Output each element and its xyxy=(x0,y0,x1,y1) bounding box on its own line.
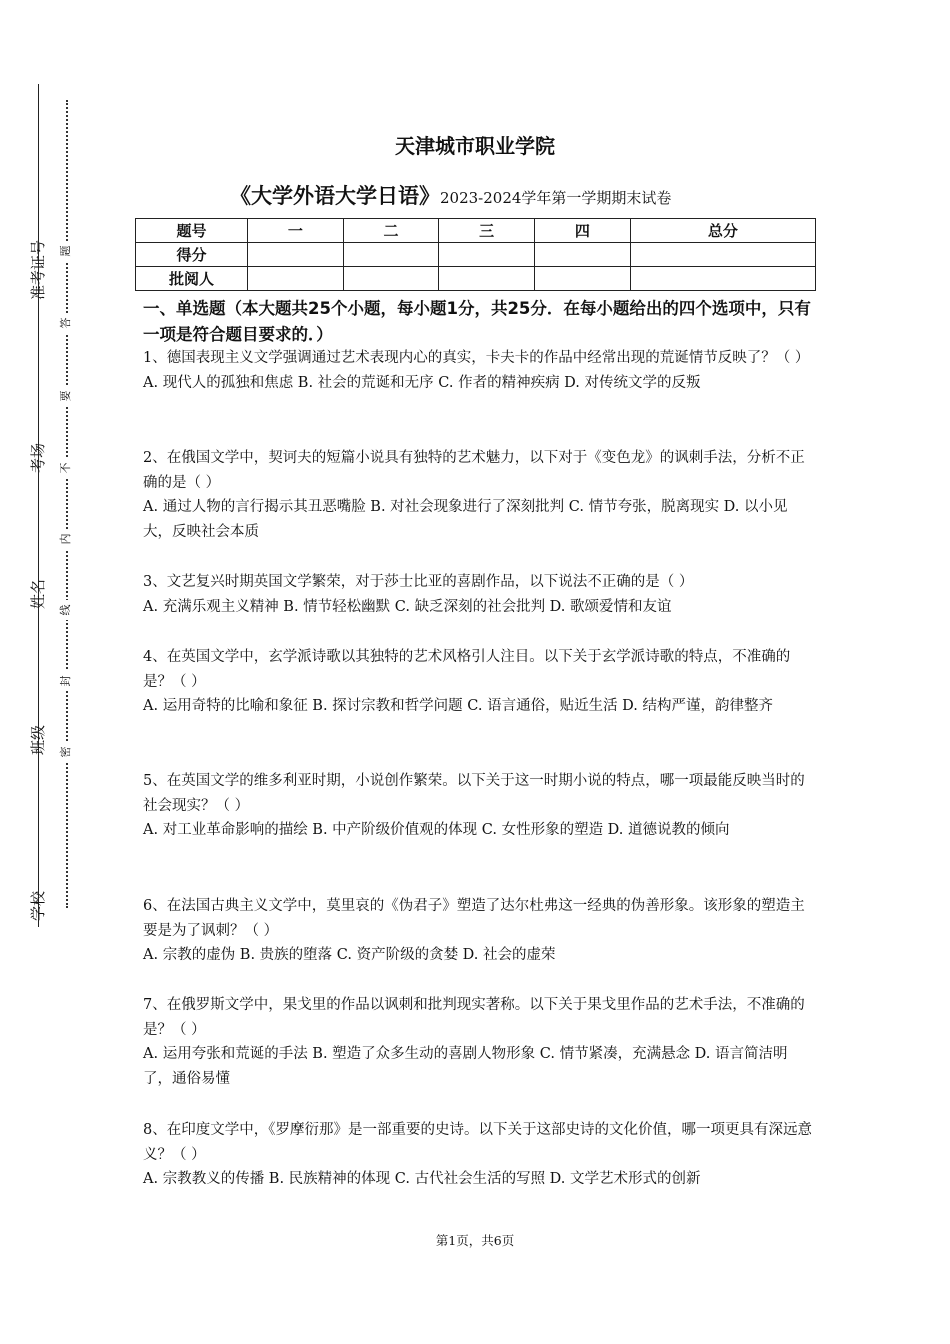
score-cell xyxy=(343,243,439,267)
seal-word: 封 xyxy=(58,671,74,691)
seal-word: 内 xyxy=(58,529,74,549)
score-cell xyxy=(439,243,535,267)
question-1 xyxy=(143,346,815,395)
score-table-header-cell: 三 xyxy=(439,219,535,243)
question-stem: 5、在英国文学的维多利亚时期，小说创作繁荣。以下关于这一时期小说的特点，哪一项最能反映当时的社会现实？（ ） xyxy=(143,773,805,814)
question-stem: 2、在俄国文学中，契诃夫的短篇小说具有独特的艺术魅力，以下对于《变色龙》的讽刺手法，分析不正确的是（ ） xyxy=(143,450,805,491)
reviewer-cell xyxy=(535,267,631,291)
question-5 xyxy=(143,769,815,843)
question-2 xyxy=(143,446,815,544)
reviewer-cell xyxy=(343,267,439,291)
binding-field-class: 班级 xyxy=(29,725,47,756)
school-title: 天津城市职业学院 xyxy=(395,134,555,158)
question-stem: 4、在英国文学中，玄学派诗歌以其独特的艺术风格引人注目。以下关于玄学派诗歌的特点，不准确的是？（ ） xyxy=(143,649,791,690)
question-stem: 3、文艺复兴时期英国文学繁荣，对于莎士比亚的喜剧作品，以下说法不正确的是（ ） xyxy=(143,574,694,590)
score-cell xyxy=(248,243,344,267)
binding-field-name: 姓名 xyxy=(29,579,47,610)
question-stem: 1、德国表现主义文学强调通过艺术表现内心的真实，卡夫卡的作品中经常出现的荒诞情节反映了？（ ） xyxy=(143,350,810,366)
seal-word: 要 xyxy=(58,386,74,406)
seal-word: 题 xyxy=(58,241,74,261)
binding-field-exam-id: 准考证号 xyxy=(29,239,47,300)
seal-word: 密 xyxy=(58,742,74,762)
seal-word: 线 xyxy=(58,600,74,620)
question-7 xyxy=(143,993,815,1091)
seal-word: 答 xyxy=(58,313,74,333)
question-options: A. 通过人物的言行揭示其丑恶嘴脸 B. 对社会现象进行了深刻批判 C. 情节夸张，脱离现实 D. 以小见大，反映社会本质 xyxy=(143,499,788,540)
question-options: A. 运用奇特的比喻和象征 B. 探讨宗教和哲学问题 C. 语言通俗，贴近生活 D. 结构严谨，韵律整齐 xyxy=(143,698,774,714)
course-name: 《大学外语大学日语》 xyxy=(230,184,440,208)
binding-solid-line xyxy=(38,84,39,927)
question-options: A. 运用夸张和荒诞的手法 B. 塑造了众多生动的喜剧人物形象 C. 情节紧凑，充满悬念 D. 语言简洁明了，通俗易懂 xyxy=(143,1046,788,1087)
question-options: A. 宗教的虚伪 B. 贵族的堕落 C. 资产阶级的贪婪 D. 社会的虚荣 xyxy=(143,947,556,963)
question-options: A. 充满乐观主义精神 B. 情节轻松幽默 C. 缺乏深刻的社会批判 D. 歌颂爱情和友谊 xyxy=(143,598,672,615)
question-options: A. 对工业革命影响的描绘 B. 中产阶级价值观的体现 C. 女性形象的塑造 D. 道德说教的倾向 xyxy=(143,822,730,838)
score-row-label: 得分 xyxy=(136,243,248,267)
reviewer-row xyxy=(136,267,816,291)
binding-field-exam-room: 考场 xyxy=(29,443,47,474)
page-number: 第1页，共6页 xyxy=(435,1233,515,1248)
score-table-header-cell: 总分 xyxy=(630,219,815,243)
question-3 xyxy=(143,570,815,619)
score-table xyxy=(135,218,816,291)
question-8 xyxy=(143,1118,815,1192)
score-row xyxy=(136,243,816,267)
question-stem: 7、在俄罗斯文学中，果戈里的作品以讽刺和批判现实著称。以下关于果戈里作品的艺术手法，不准确的是？（ ） xyxy=(143,997,805,1038)
score-cell xyxy=(535,243,631,267)
score-table-header-cell: 题号 xyxy=(136,219,248,243)
term-label: 2023-2024学年第一学期期末试卷 xyxy=(440,189,672,207)
exam-title xyxy=(230,180,671,210)
reviewer-cell xyxy=(248,267,344,291)
score-cell xyxy=(630,243,815,267)
score-table-header-cell: 四 xyxy=(535,219,631,243)
seal-word: 不 xyxy=(58,458,74,478)
section-title: 一、单选题（本大题共25个小题，每小题1分，共25分．在每小题给出的四个选项中，只有一项是符合题目要求的．） xyxy=(143,299,811,344)
question-4 xyxy=(143,645,815,719)
question-options: A. 现代人的孤独和焦虑 B. 社会的荒诞和无序 C. 作者的精神疾病 D. 对传统文学的反叛 xyxy=(143,374,701,391)
score-table-header-cell: 二 xyxy=(343,219,439,243)
question-stem: 8、在印度文学中，《罗摩衍那》是一部重要的史诗。以下关于这部史诗的文化价值，哪一项更具有深远意义？（ ） xyxy=(143,1122,812,1163)
reviewer-cell xyxy=(630,267,815,291)
score-table-header-cell: 一 xyxy=(248,219,344,243)
binding-dotted-line xyxy=(66,100,68,908)
question-6 xyxy=(143,894,815,968)
question-stem: 6、在法国古典主义文学中，莫里哀的《伪君子》塑造了达尔杜弗这一经典的伪善形象。该形象的塑造主要是为了讽刺？（ ） xyxy=(143,898,805,939)
reviewer-cell xyxy=(439,267,535,291)
score-table-header-row xyxy=(136,219,816,243)
reviewer-row-label: 批阅人 xyxy=(136,267,248,291)
question-options: A. 宗教教义的传播 B. 民族精神的体现 C. 古代社会生活的写照 D. 文学艺术形式的创新 xyxy=(143,1171,701,1187)
binding-field-school: 学校 xyxy=(29,891,47,922)
